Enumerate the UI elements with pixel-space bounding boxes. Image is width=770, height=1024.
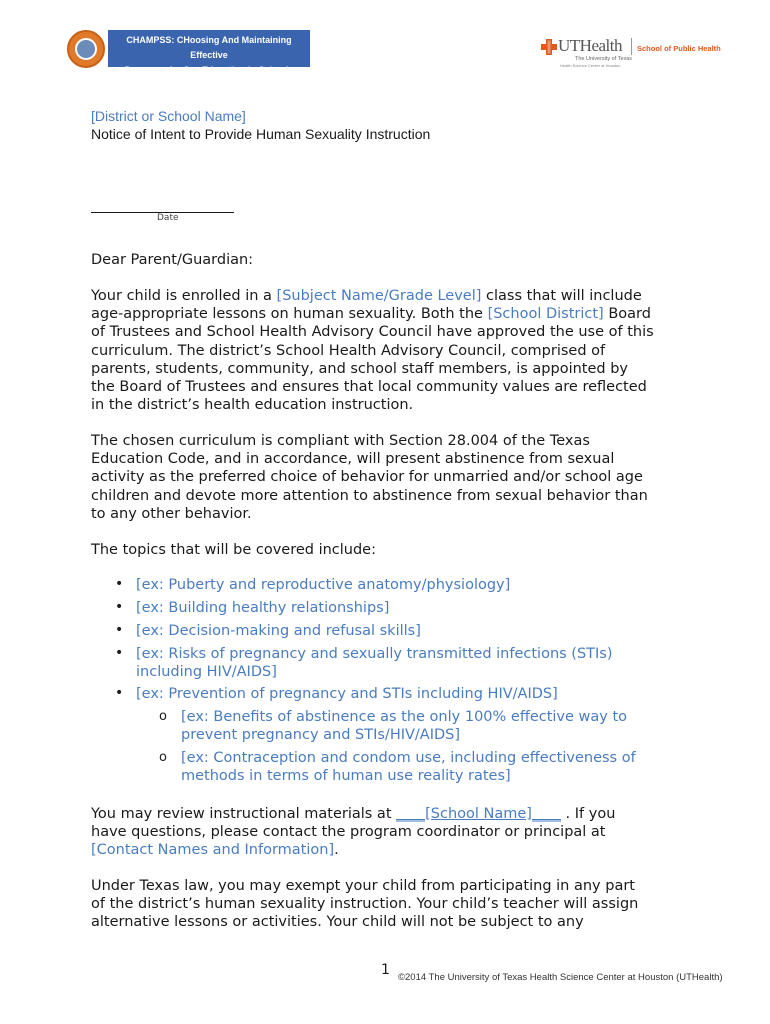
topic-item: [ex: Decision-making and refusal skills] [136,623,421,639]
subject-grade-placeholder: [Subject Name/Grade Level] [276,288,482,304]
topic-item-continued: including HIV/AIDS] [136,664,277,680]
uthealth-wordmark: UTHealth [558,36,622,55]
date-label: Date [157,213,179,223]
topic-item: [ex: Prevention of pregnancy and STIs including HIV/AIDS] [136,686,558,702]
subtopic-item-continued: prevent pregnancy and STIs/HIV/AIDS] [181,727,461,743]
sub-bullet-marker: o [159,750,167,765]
topics-intro: The topics that will be covered include: [91,542,376,558]
topic-item: [ex: Puberty and reproductive anatomy/physiology] [136,577,511,593]
district-placeholder: [District or School Name] [91,108,246,124]
banner-line-1: CHAMPSS: CHoosing And Maintaining Effective [126,35,292,60]
school-name-placeholder: ____[School Name]____ [396,806,561,822]
page-title: Notice of Intent to Provide Human Sexuality Instruction [91,126,431,142]
paragraph-3: You may review instructional materials at ____[School Name]____ . If you have questions, please contact the program coordinator or principal at [Contact Names and Information]. [91,806,616,859]
school-district-placeholder: [School District] [487,306,604,323]
page-number: 1 [381,962,390,978]
bullet-marker: • [115,622,124,638]
bullet-marker: • [115,685,124,701]
subtopic-item-continued: methods in terms of human use reality rates] [181,768,511,784]
sub-bullet-marker: o [159,709,167,724]
champss-banner [108,30,310,75]
copyright-footer: ©2014 The University of Texas Health Science Center at Houston (UTHealth) [398,972,723,983]
banner-line-2: Programs for Sex Education in Schools [124,65,294,75]
topic-item: [ex: Building healthy relationships] [136,600,390,616]
subtopic-item: [ex: Benefits of abstinence as the only 100% effective way to [181,709,628,725]
paragraph-4: Under Texas law, you may exempt your child from participating in any part of the district’s human sexuality instruction. Your child’s teacher will assign alternative lessons or activities. Your child will not be subject to any [91,878,639,931]
bullet-marker: • [115,599,124,615]
school-of-public-health-label: School of Public Health [637,44,721,53]
salutation: Dear Parent/Guardian: [91,252,254,268]
ut-subtitle-2: Health Science Center at Houston [560,63,621,68]
paragraph-2: The chosen curriculum is compliant with Section 28.004 of the Texas Education Code, and in accordance, will present abstinence from sexual activity as the preferred choice of behavior for unmarried and/or school age children and devote more attention to abstinence from sexual behavior than to any other behavior. [91,433,648,522]
uthealth-cross-icon [541,39,557,55]
bullet-marker: • [115,576,124,592]
header-divider [631,38,632,55]
topic-item: [ex: Risks of pregnancy and sexually transmitted infections (STIs) [136,646,613,662]
contact-info-placeholder: [Contact Names and Information] [91,842,335,859]
bullet-marker: • [115,645,124,661]
paragraph-1: Your child is enrolled in a [Subject Name/Grade Level] class that will include age-appropriate lessons on human sexuality. Both the [School District] Board of Trustees and School Health Advisory Council have approved the use of this curriculum. The district’s School Health Advisory Council, comprised of parents, students, community, and school staff members, is appointed by the Board of Trustees and ensures that local community values are reflected in the district’s health education instruction. [91,288,654,414]
subtopic-item: [ex: Contraception and condom use, including effectiveness of [181,750,636,766]
champss-seal-logo [67,30,105,68]
ut-subtitle: The University of Texas [575,56,633,62]
